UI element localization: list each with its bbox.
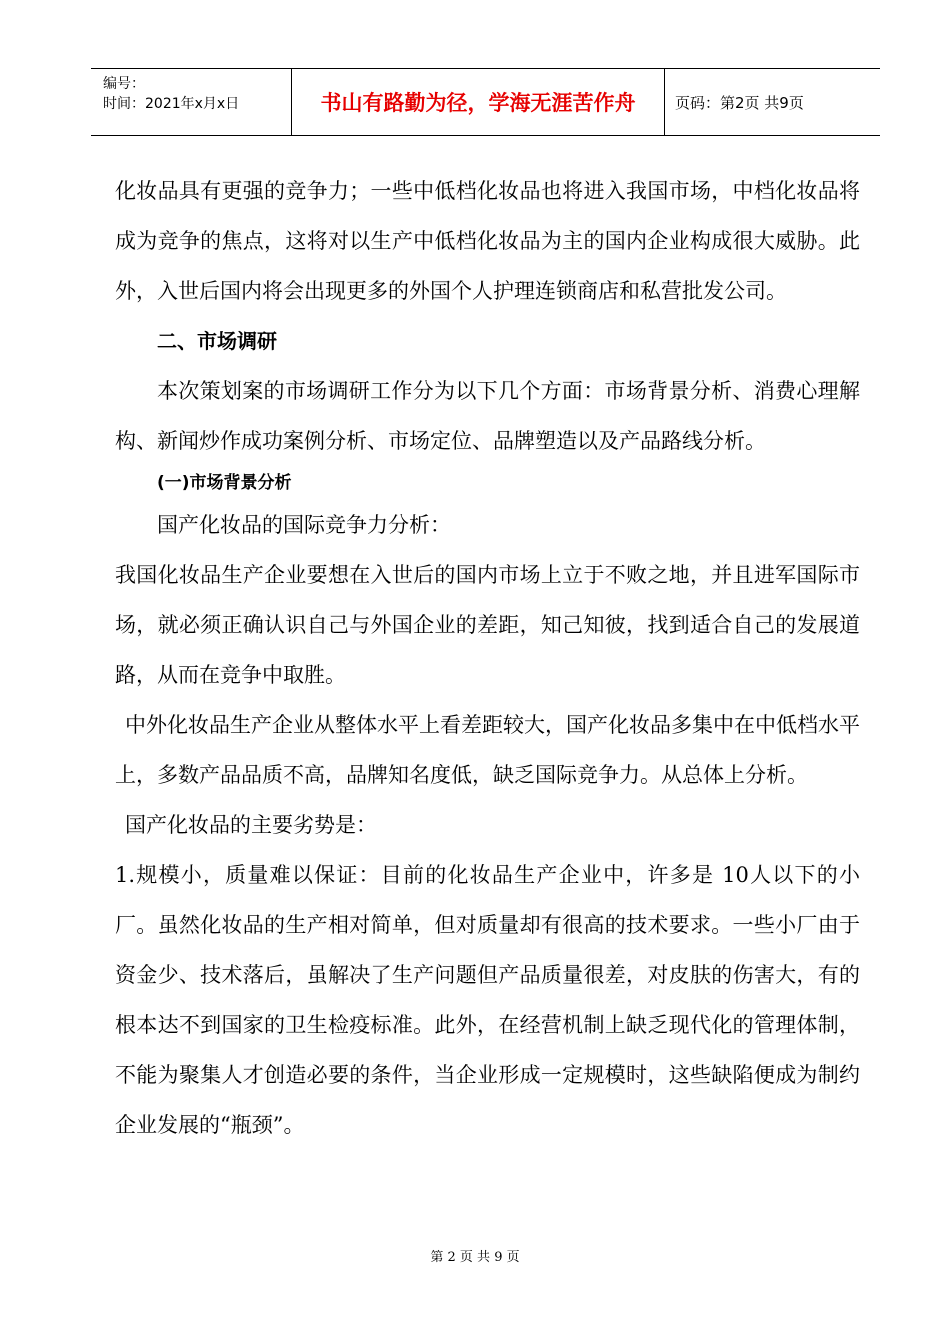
header-number-label: 编号： [103,76,145,92]
subsection-heading: (一)市场背景分析 [157,473,292,493]
header-meta [91,69,292,135]
header-motto: 书山有路勤为径，学海无涯苦作舟 [292,69,665,135]
paragraph: 国产化妆品的国际竞争力分析： [157,513,451,537]
document-header [91,68,880,136]
paragraph: 1.规模小，质量难以保证：目前的化妆品生产企业中，许多是 10人以下的小厂。虽然化妆品的生产相对简单，但对质量却有很高的技术要求。一些小厂由于资金少、技术落后，虽解决了生产问题但产品质量很差，对皮肤的伤害大，有的根本达不到国家的卫生检疫标准。此外，在经营机制上缺乏现代化的管理体制，不能为聚集人才创造必要的条件，当企业形成一定规模时，这些缺陷便成为制约企业发展的“瓶颈”。 [115,863,860,1137]
paragraph: 化妆品具有更强的竞争力；一些中低档化妆品也将进入我国市场，中档化妆品将成为竞争的焦点，这将对以生产中低档化妆品为主的国内企业构成很大威胁。此外，入世后国内将会出现更多的外国个人护理连锁商店和私营批发公司。 [115,179,860,303]
paragraph: 国产化妆品的主要劣势是： [125,813,377,837]
header-time-label: 时间：2021年x月x日 [103,96,240,112]
paragraph: 我国化妆品生产企业要想在入世后的国内市场上立于不败之地，并且进军国际市场，就必须正确认识自己与外国企业的差距，知己知彼，找到适合自己的发展道路，从而在竞争中取胜。 [115,563,860,687]
paragraph: 中外化妆品生产企业从整体水平上看差距较大，国产化妆品多集中在中低档水平上，多数产品品质不高，品牌知名度低，缺乏国际竞争力。从总体上分析。 [115,713,860,787]
document-body [115,166,860,1150]
page-footer: 第 2 页 共 9 页 [430,1250,520,1265]
section-heading: 二、市场调研 [157,329,277,353]
paragraph: 本次策划案的市场调研工作分为以下几个方面：市场背景分析、消费心理解构、新闻炒作成功案例分析、市场定位、品牌塑造以及产品路线分析。 [115,379,860,453]
header-page-label: 页码：第2页 共9页 [675,93,804,112]
